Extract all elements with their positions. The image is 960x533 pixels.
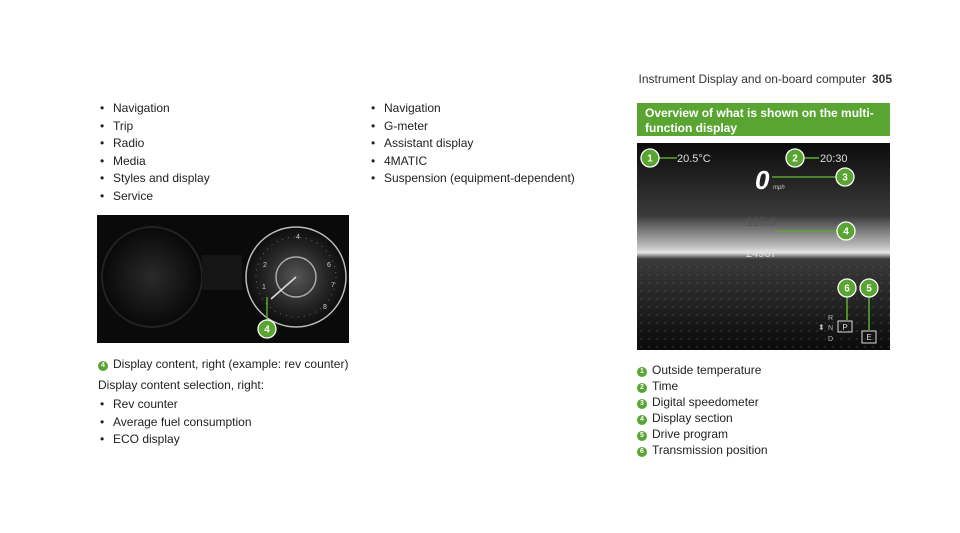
legend-item xyxy=(637,410,768,426)
svg-text:6: 6 xyxy=(327,262,331,269)
svg-text:4: 4 xyxy=(296,234,300,241)
legend-number: 3 xyxy=(637,399,647,409)
legend-number: 5 xyxy=(637,431,647,441)
list-item: • Average fuel consumption xyxy=(98,414,252,432)
gear-shift-arrows-icon: ⬍ xyxy=(818,323,825,332)
selection-title: Display content selection, right: xyxy=(98,378,265,392)
legend-text: Time xyxy=(652,379,679,393)
list-item: • ECO display xyxy=(98,431,252,449)
list-item: • Rev counter xyxy=(98,396,252,414)
time-readout: 20:30 xyxy=(820,153,848,165)
legend-text: Drive program xyxy=(652,427,729,441)
list-item: • Trip xyxy=(98,118,210,136)
selection-list xyxy=(98,396,252,449)
callout-1: 1 xyxy=(647,153,653,165)
caption-number: 4 xyxy=(98,361,108,371)
legend-number: 1 xyxy=(637,367,647,377)
list-item: • Navigation xyxy=(98,100,210,118)
legend-text: Display section xyxy=(652,411,733,425)
svg-text:7: 7 xyxy=(331,282,335,289)
header-title: Instrument Display and on-board computer xyxy=(638,72,866,86)
legend-text: Outside temperature xyxy=(652,363,762,377)
svg-text:2: 2 xyxy=(263,262,267,269)
svg-text:1: 1 xyxy=(262,284,266,291)
display-options-list xyxy=(98,100,210,206)
callout-6: 6 xyxy=(844,283,850,295)
cluster-caption xyxy=(98,356,348,372)
legend-text: Digital speedometer xyxy=(652,395,759,409)
trip-readout: 125.3 xyxy=(746,215,777,229)
list-item: • Radio xyxy=(98,135,210,153)
callout-2: 2 xyxy=(792,153,798,165)
page-number: 305 xyxy=(871,72,892,86)
callout-3: 3 xyxy=(842,172,848,184)
gear-selected: P xyxy=(842,323,848,332)
legend-number: 6 xyxy=(637,447,647,457)
display-options-list-2 xyxy=(369,100,575,188)
list-item: • Service xyxy=(98,188,210,206)
speed-unit: mph xyxy=(773,185,785,191)
page-header xyxy=(639,72,892,86)
multifunction-display-illustration xyxy=(637,143,890,350)
temperature-readout: 20.5°C xyxy=(677,153,711,165)
list-item: • Assistant display xyxy=(369,135,575,153)
legend-number: 4 xyxy=(637,415,647,425)
drive-program: E xyxy=(866,333,872,342)
instrument-cluster-illustration xyxy=(97,215,349,343)
list-item: • G-meter xyxy=(369,118,575,136)
svg-text:8: 8 xyxy=(323,304,327,311)
list-item: • Navigation xyxy=(369,100,575,118)
legend-item xyxy=(637,362,768,378)
list-item: • Styles and display xyxy=(98,170,210,188)
callout-4: 4 xyxy=(843,226,849,238)
speed-readout: 0 xyxy=(755,165,770,195)
callout-4: 4 xyxy=(264,324,270,336)
multifunction-display-image xyxy=(637,143,890,350)
legend-item xyxy=(637,442,768,458)
callout-5: 5 xyxy=(866,283,872,295)
gear-r: R xyxy=(828,315,834,322)
legend-number: 2 xyxy=(637,383,647,393)
display-legend xyxy=(637,362,768,458)
list-item: • Media xyxy=(98,153,210,171)
legend-item xyxy=(637,394,768,410)
list-item: • 4MATIC xyxy=(369,153,575,171)
legend-item xyxy=(637,378,768,394)
caption-text: Display content, right (example: rev counter) xyxy=(113,357,349,371)
gear-d: D xyxy=(828,336,834,343)
gear-n: N xyxy=(828,325,834,332)
legend-text: Transmission position xyxy=(652,443,768,457)
odometer-readout: 24967 xyxy=(746,248,777,260)
instrument-cluster-image xyxy=(97,215,349,343)
legend-item xyxy=(637,426,768,442)
overview-heading: Overview of what is shown on the multi-function display xyxy=(637,103,890,136)
list-item: • Suspension (equipment-dependent) xyxy=(369,170,575,188)
